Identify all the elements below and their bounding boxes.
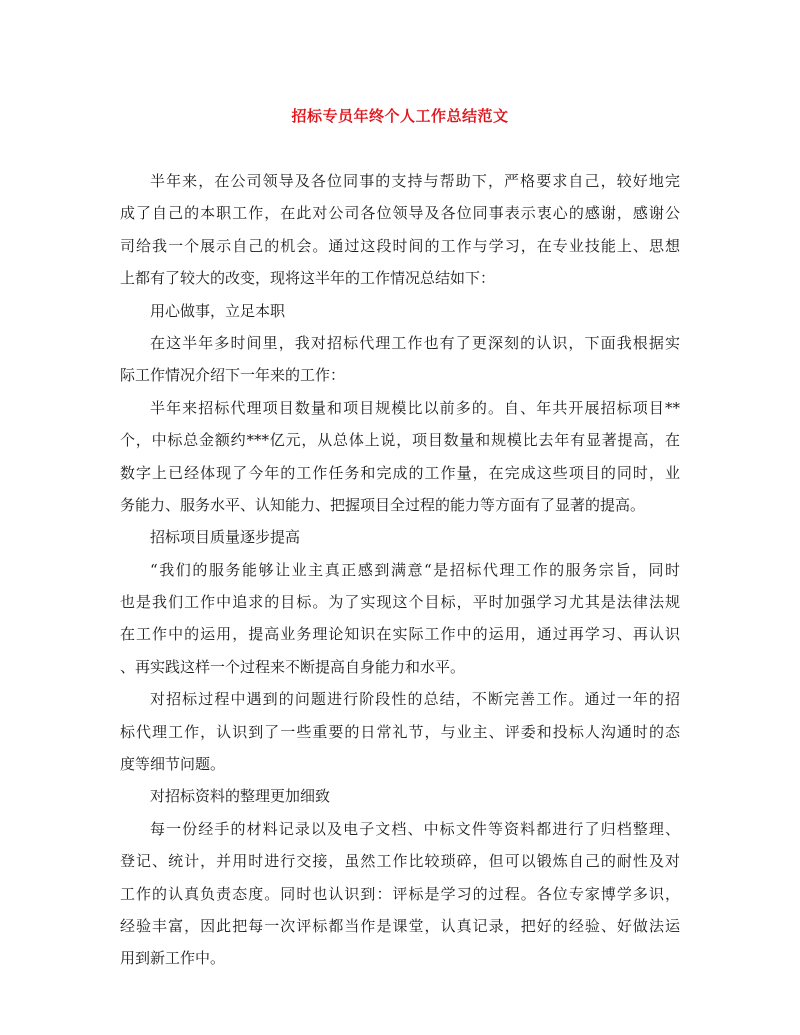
paragraph-line: 成了自己的本职工作，在此对公司各位领导及各位同事表示衷心的感谢，感谢公 — [120, 204, 680, 223]
section-heading: 对招标资料的整理更加细致 — [150, 787, 331, 806]
paragraph-line: 个，中标总金额约***亿元，从总体上说，项目数量和规模比去年有显著提高，在 — [120, 431, 680, 450]
paragraph-line: 际工作情况介绍下一年来的工作： — [120, 366, 346, 385]
paragraph-line: 也是我们工作中追求的目标。为了实现这个目标，平时加强学习尤其是法律法规 — [120, 593, 680, 612]
paragraph-line: 标代理工作，认识到了一些重要的日常礼节，与业主、评委和投标人沟通时的态 — [120, 722, 680, 741]
paragraph-line: 工作的认真负责态度。同时也认识到：评标是学习的过程。各位专家博学多识， — [120, 884, 680, 903]
paragraph-line: 、再实践这样一个过程来不断提高自身能力和水平。 — [120, 657, 466, 676]
paragraph-line: 半年来招标代理项目数量和项目规模比以前多的。自、年共开展招标项目** — [150, 398, 680, 417]
section-heading: 用心做事，立足本职 — [150, 301, 286, 320]
paragraph-line: 司给我一个展示自己的机会。通过这段时间的工作与学习，在专业技能上、思想 — [120, 236, 680, 255]
document-body — [120, 165, 680, 975]
paragraph-line: 每一份经手的材料记录以及电子文档、中标文件等资料都进行了归档整理、 — [150, 819, 680, 838]
paragraph-line: 在工作中的运用，提高业务理论知识在实际工作中的运用，通过再学习、再认识 — [120, 625, 680, 644]
section-heading: 招标项目质量逐步提高 — [150, 528, 301, 547]
paragraph-line: 登记、统计，并用时进行交接，虽然工作比较琐碎，但可以锻炼自己的耐性及对 — [120, 852, 680, 871]
paragraph-line: 半年来，在公司领导及各位同事的支持与帮助下，严格要求自己，较好地完 — [150, 172, 680, 190]
document-title: 招标专员年终个人工作总结范文 — [291, 107, 509, 125]
paragraph-line: 在这半年多时间里，我对招标代理工作也有了更深刻的认识，下面我根据实 — [150, 333, 680, 352]
paragraph-line: 务能力、服务水平、认知能力、把握项目全过程的能力等方面有了显著的提高。 — [120, 495, 646, 514]
paragraph-line: 经验丰富，因此把每一次评标都当作是课堂，认真记录，把好的经验、好做法运 — [120, 916, 680, 935]
paragraph-line: “我们的服务能够让业主真正感到满意“是招标代理工作的服务宗旨，同时 — [150, 560, 680, 579]
paragraph-line: 用到新工作中。 — [120, 949, 226, 968]
paragraph-line: 上都有了较大的改变，现将这半年的工作情况总结如下： — [120, 269, 496, 288]
paragraph-line: 对招标过程中遇到的问题进行阶段性的总结，不断完善工作。通过一年的招 — [150, 690, 680, 709]
paragraph-line: 度等细节问题。 — [120, 755, 226, 774]
paragraph-line: 数字上已经体现了今年的工作任务和完成的工作量，在完成这些项目的同时，业 — [120, 463, 680, 482]
